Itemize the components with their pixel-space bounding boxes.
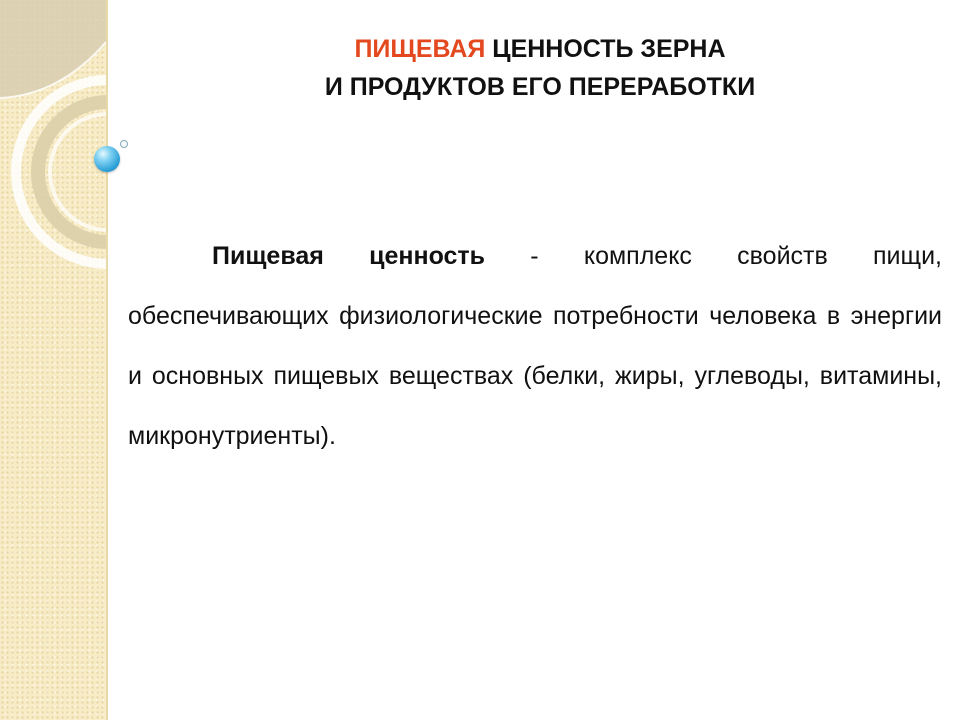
definition-text: - комплекс свойств пищи, обеспечивающих физиологические потребности человека в энергии и основных пищевых веществах (белки, жиры, углеводы, витамины, микронутриенты). — [128, 242, 942, 450]
decorative-side-panel — [0, 0, 108, 720]
small-bubble-icon — [120, 140, 128, 148]
large-bubble-icon — [94, 146, 120, 172]
title-line2: И ПРОДУКТОВ ЕГО ПЕРЕРАБОТКИ — [324, 73, 756, 101]
bullet-bubble-icon — [94, 136, 134, 176]
slide-title — [160, 30, 920, 106]
definition-paragraph — [128, 226, 942, 466]
arcs-decoration-icon — [0, 0, 106, 720]
title-accent-word: ПИЩЕВАЯ — [354, 35, 486, 63]
definition-term: Пищевая ценность — [212, 242, 486, 270]
title-line1-rest: ЦЕННОСТЬ ЗЕРНА — [485, 35, 726, 63]
